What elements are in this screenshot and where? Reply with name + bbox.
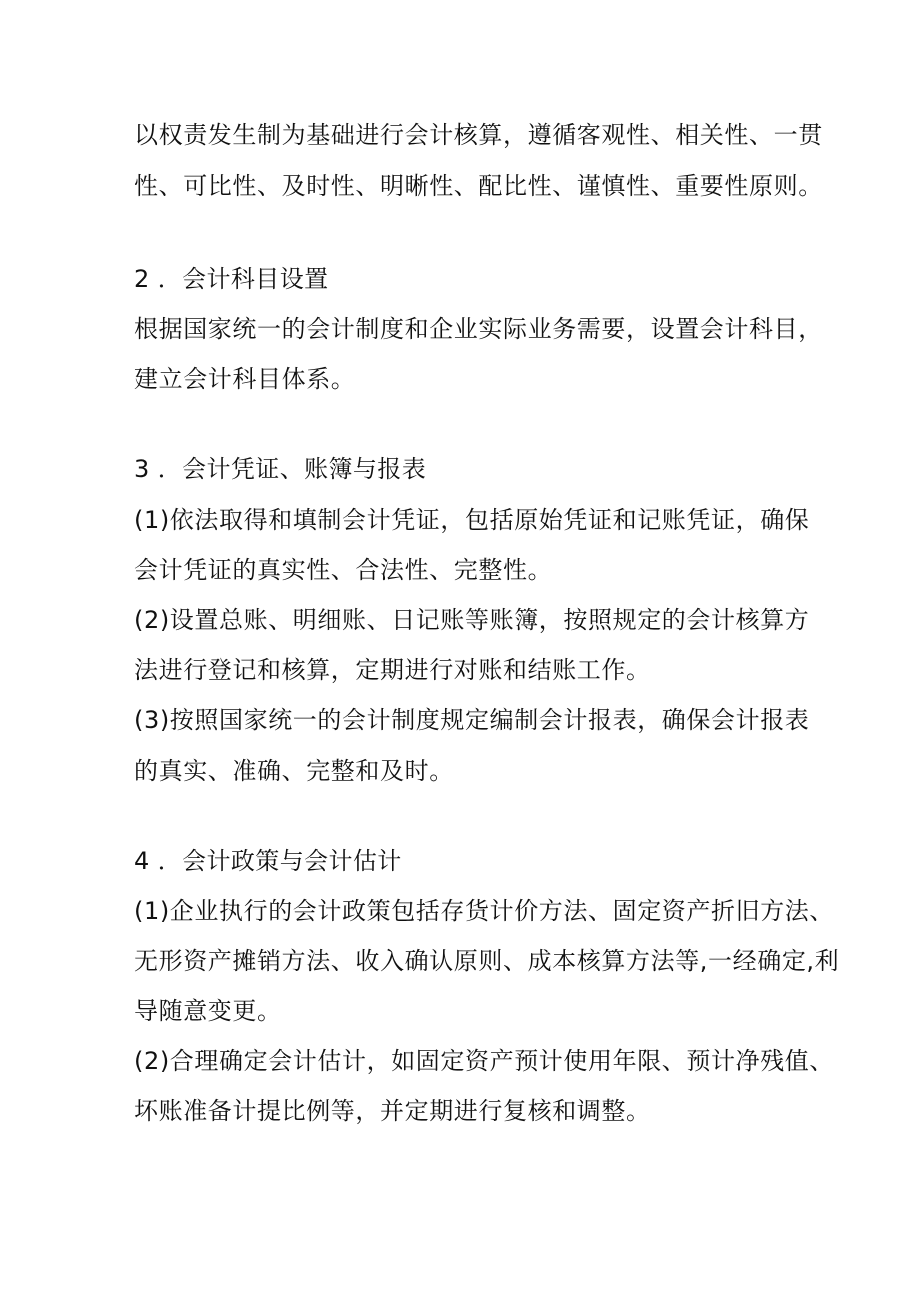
paragraph-line: 根据国家统一的会计制度和企业实际业务需要，设置会计科目， xyxy=(134,315,823,343)
list-item-line: 导随意变更。 xyxy=(134,997,282,1025)
list-item-line: (1)依法取得和填制会计凭证，包括原始凭证和记账凭证，确保 xyxy=(134,506,810,534)
list-item-line: 法进行登记和核算，定期进行对账和结账工作。 xyxy=(134,656,651,684)
section-heading: 2 ．会计科目设置 xyxy=(134,265,329,293)
list-item-line: (3)按照国家统一的会计制度规定编制会计报表，确保会计报表 xyxy=(134,706,810,734)
section-heading: 3 ．会计凭证、账簿与报表 xyxy=(134,455,427,483)
list-item-line: 坏账准备计提比例等，并定期进行复核和调整。 xyxy=(134,1097,651,1125)
list-item-line: 的真实、准确、完整和及时。 xyxy=(134,757,454,785)
list-item-line: (2)设置总账、明细账、日记账等账簿，按照规定的会计核算方 xyxy=(134,606,810,634)
list-item-line: (2)合理确定会计估计，如固定资产预计使用年限、预计净残值、 xyxy=(134,1047,834,1075)
paragraph-line: 建立会计科目体系。 xyxy=(134,365,356,393)
paragraph-line: 以权责发生制为基础进行会计核算，遵循客观性、相关性、一贯 xyxy=(134,121,823,149)
list-item-line: (1)企业执行的会计政策包括存货计价方法、固定资产折旧方法、 xyxy=(134,897,834,925)
section-heading: 4 ．会计政策与会计估计 xyxy=(134,847,402,875)
list-item-line: 无形资产摊销方法、收入确认原则、成本核算方法等,一经确定,利 xyxy=(134,947,840,975)
list-item-line: 会计凭证的真实性、合法性、完整性。 xyxy=(134,556,553,584)
paragraph-line: 性、可比性、及时性、明晰性、配比性、谨慎性、重要性原则。 xyxy=(134,172,823,200)
